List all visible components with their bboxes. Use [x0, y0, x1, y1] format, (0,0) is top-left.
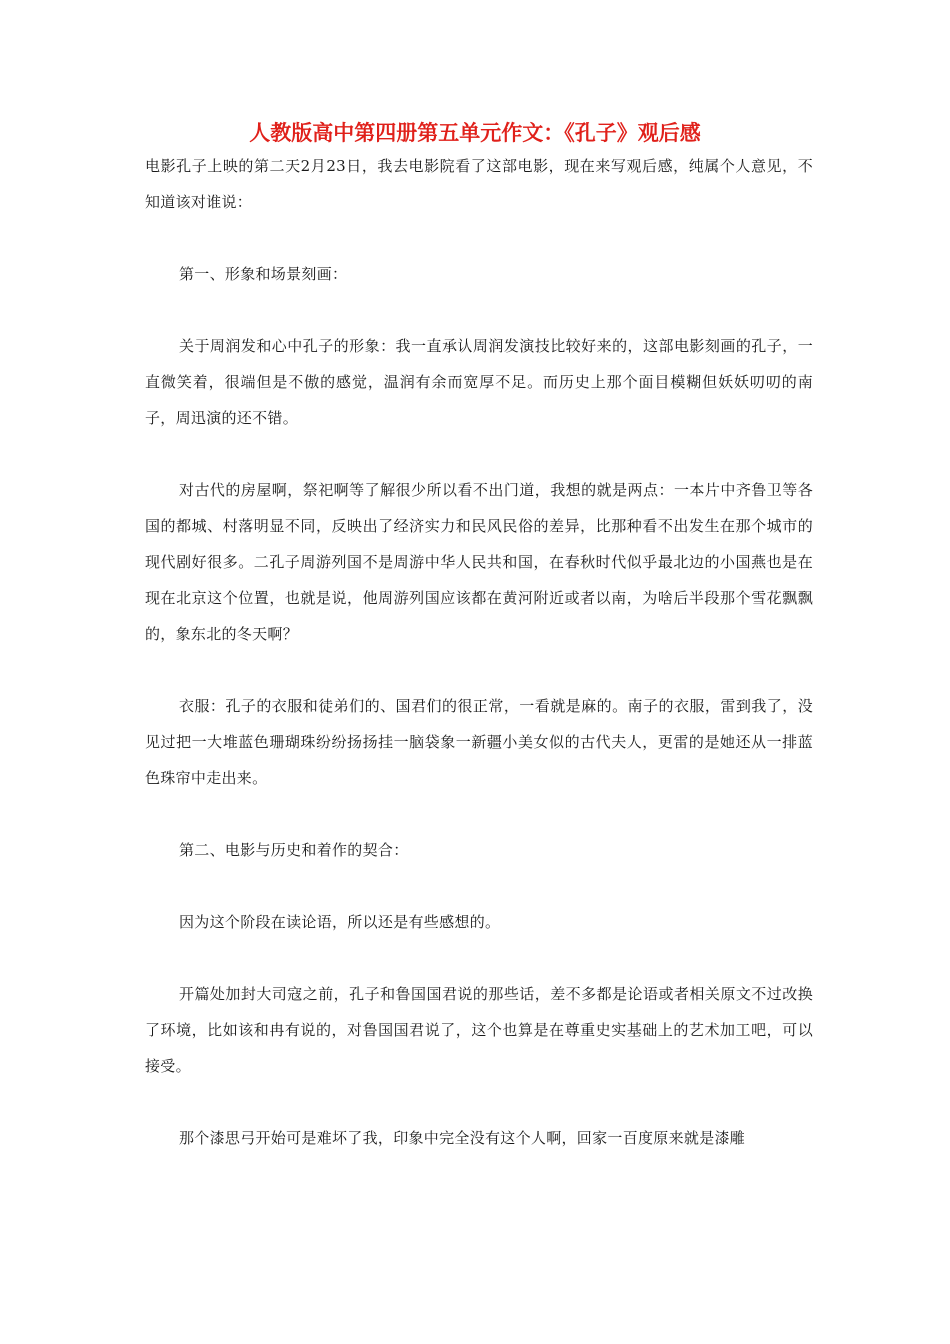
paragraph-opening-scene: 开篇处加封大司寇之前，孔子和鲁国国君说的那些话，差不多都是论语或者相关原文不过改换了环境，比如该和冉有说的，对鲁国国君说了，这个也算是在尊重史实基础上的艺术加工吧，可以接受。: [145, 985, 813, 1075]
paragraph-costumes: 衣服：孔子的衣服和徒弟们的、国君们的很正常，一看就是麻的。南子的衣服，雷到我了，没见过把一大堆蓝色珊瑚珠纷纷扬扬挂一脑袋象一新疆小美女似的古代夫人，更雷的是她还从一排蓝色珠帘中走出来。: [145, 697, 813, 787]
document-body: [145, 148, 813, 1156]
paragraph-intro: 电影孔子上映的第二天2月23日，我去电影院看了这部电影，现在来写观后感，纯属个人意见，不知道该对谁说：: [145, 157, 813, 211]
paragraph-character-image: 关于周润发和心中孔子的形象：我一直承认周润发演技比较好来的，这部电影刻画的孔子，一直微笑着，很端但是不傲的感觉，温润有余而宽厚不足。而历史上那个面目模糊但妖妖叨叨的南子，周迅演的还不错。: [145, 337, 813, 427]
section-heading-2: 第二、电影与历史和着作的契合：: [179, 841, 409, 859]
paragraph-reading-analects: 因为这个阶段在读论语，所以还是有些感想的。: [179, 913, 501, 931]
document-title: 人教版高中第四册第五单元作文：《孔子》观后感: [249, 121, 701, 145]
paragraph-qi-si-gong: 那个漆思弓开始可是难坏了我，印象中完全没有这个人啊，回家一百度原来就是漆雕: [179, 1129, 746, 1147]
paragraph-ancient-buildings: 对古代的房屋啊，祭祀啊等了解很少所以看不出门道，我想的就是两点：一本片中齐鲁卫等各国的都城、村落明显不同，反映出了经济实力和民风民俗的差异，比那种看不出发生在那个城市的现代剧好很多。二孔子周游列国不是周游中华人民共和国，在春秋时代似乎最北边的小国燕也是在现在北京这个位置，也就是说，他周游列国应该都在黄河附近或者以南，为啥后半段那个雪花飘飘的，象东北的冬天啊？: [145, 481, 813, 643]
section-heading-1: 第一、形象和场景刻画：: [179, 265, 348, 283]
